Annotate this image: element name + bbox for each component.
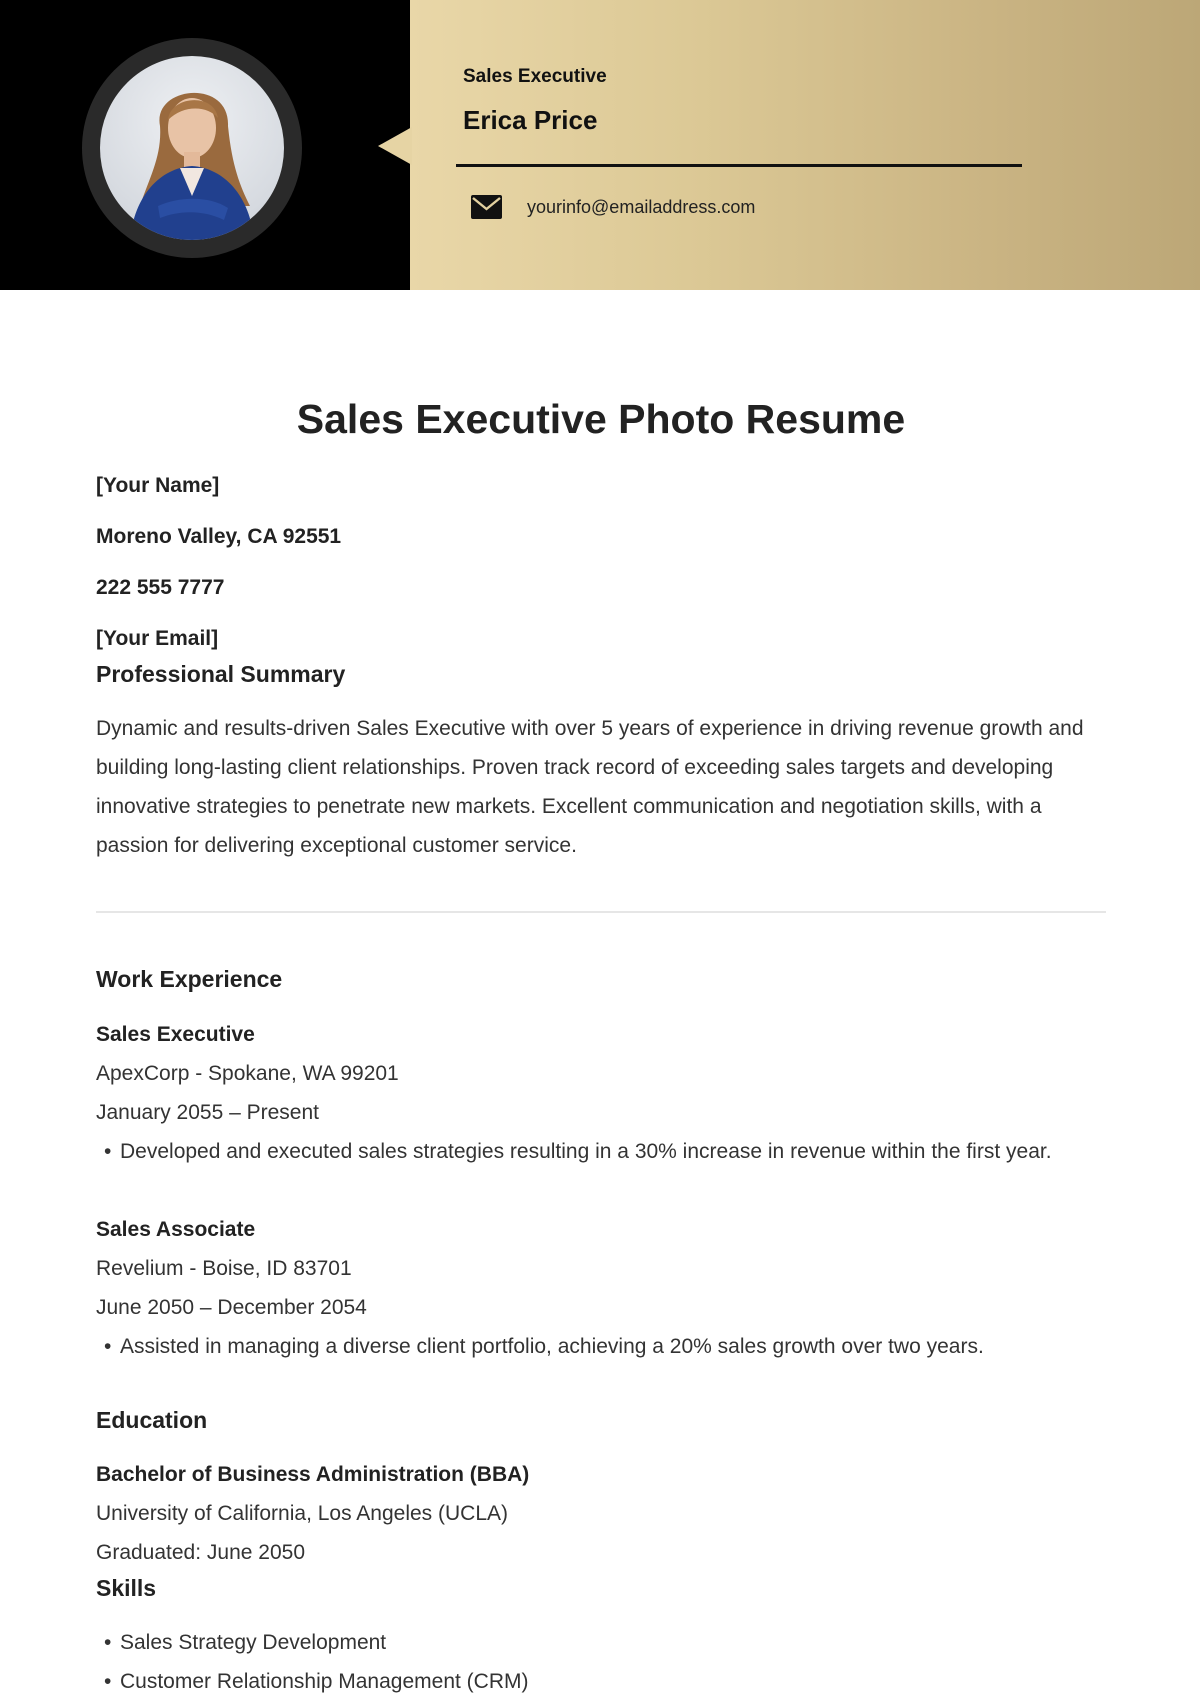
contact-address: Moreno Valley, CA 92551 <box>96 525 342 548</box>
skills-heading: Skills <box>96 1575 157 1601</box>
bullet-dot: • <box>104 1335 112 1358</box>
experience-heading: Work Experience <box>96 966 283 992</box>
bullet-dot: • <box>104 1140 112 1163</box>
contact-phone: 222 555 7777 <box>96 576 225 599</box>
job-bullet <box>104 1327 1084 1366</box>
profile-photo <box>100 56 284 240</box>
job-bullet <box>104 1132 1084 1171</box>
contact-email: [Your Email] <box>96 627 219 650</box>
job-bullet-text: Assisted in managing a diverse client portfolio, achieving a 20% sales growth over two years. <box>120 1335 984 1358</box>
skill-item <box>104 1623 1084 1662</box>
education-heading: Education <box>96 1407 208 1433</box>
resume-header <box>0 0 1200 290</box>
contact-name: [Your Name] <box>96 474 220 497</box>
skill-item-text: Customer Relationship Management (CRM) <box>120 1670 529 1693</box>
education-degree: Bachelor of Business Administration (BBA) <box>96 1463 530 1486</box>
document-title: Sales Executive Photo Resume <box>296 396 906 442</box>
profile-photo-illustration <box>100 56 284 240</box>
job-company: ApexCorp - Spokane, WA 99201 <box>96 1062 399 1085</box>
education-school: University of California, Los Angeles (UCLA) <box>96 1502 509 1525</box>
job-dates: January 2055 – Present <box>96 1101 319 1124</box>
job-bullet-text: Developed and executed sales strategies resulting in a 30% increase in revenue within the first year. <box>120 1140 1052 1163</box>
summary-heading: Professional Summary <box>96 661 346 687</box>
job-title: Sales Associate <box>96 1218 256 1241</box>
section-divider <box>96 911 1106 913</box>
mail-icon <box>471 195 502 219</box>
header-pointer <box>378 127 412 165</box>
job-dates: June 2050 – December 2054 <box>96 1296 367 1319</box>
skill-item-text: Sales Strategy Development <box>120 1631 387 1654</box>
header-name: Erica Price <box>463 105 598 135</box>
header-email[interactable]: yourinfo@emailaddress.com <box>527 197 756 217</box>
education-graduated: Graduated: June 2050 <box>96 1541 305 1564</box>
job-company: Revelium - Boise, ID 83701 <box>96 1257 352 1280</box>
summary-text: Dynamic and results-driven Sales Executive with over 5 years of experience in driving revenue growth and building long-lasting client relationships. Proven track record of exceeding sales targets and developing innovative strategies to penetrate new markets. Excellent communication and negotiation skills, with a passion for delivering exceptional customer service. <box>96 717 1084 857</box>
header-divider <box>456 164 1022 167</box>
skill-item <box>104 1662 1084 1700</box>
header-role: Sales Executive <box>463 66 607 87</box>
header-gold-panel <box>410 0 1200 290</box>
bullet-dot: • <box>104 1631 112 1654</box>
bullet-dot: • <box>104 1670 112 1693</box>
job-title: Sales Executive <box>96 1023 255 1046</box>
